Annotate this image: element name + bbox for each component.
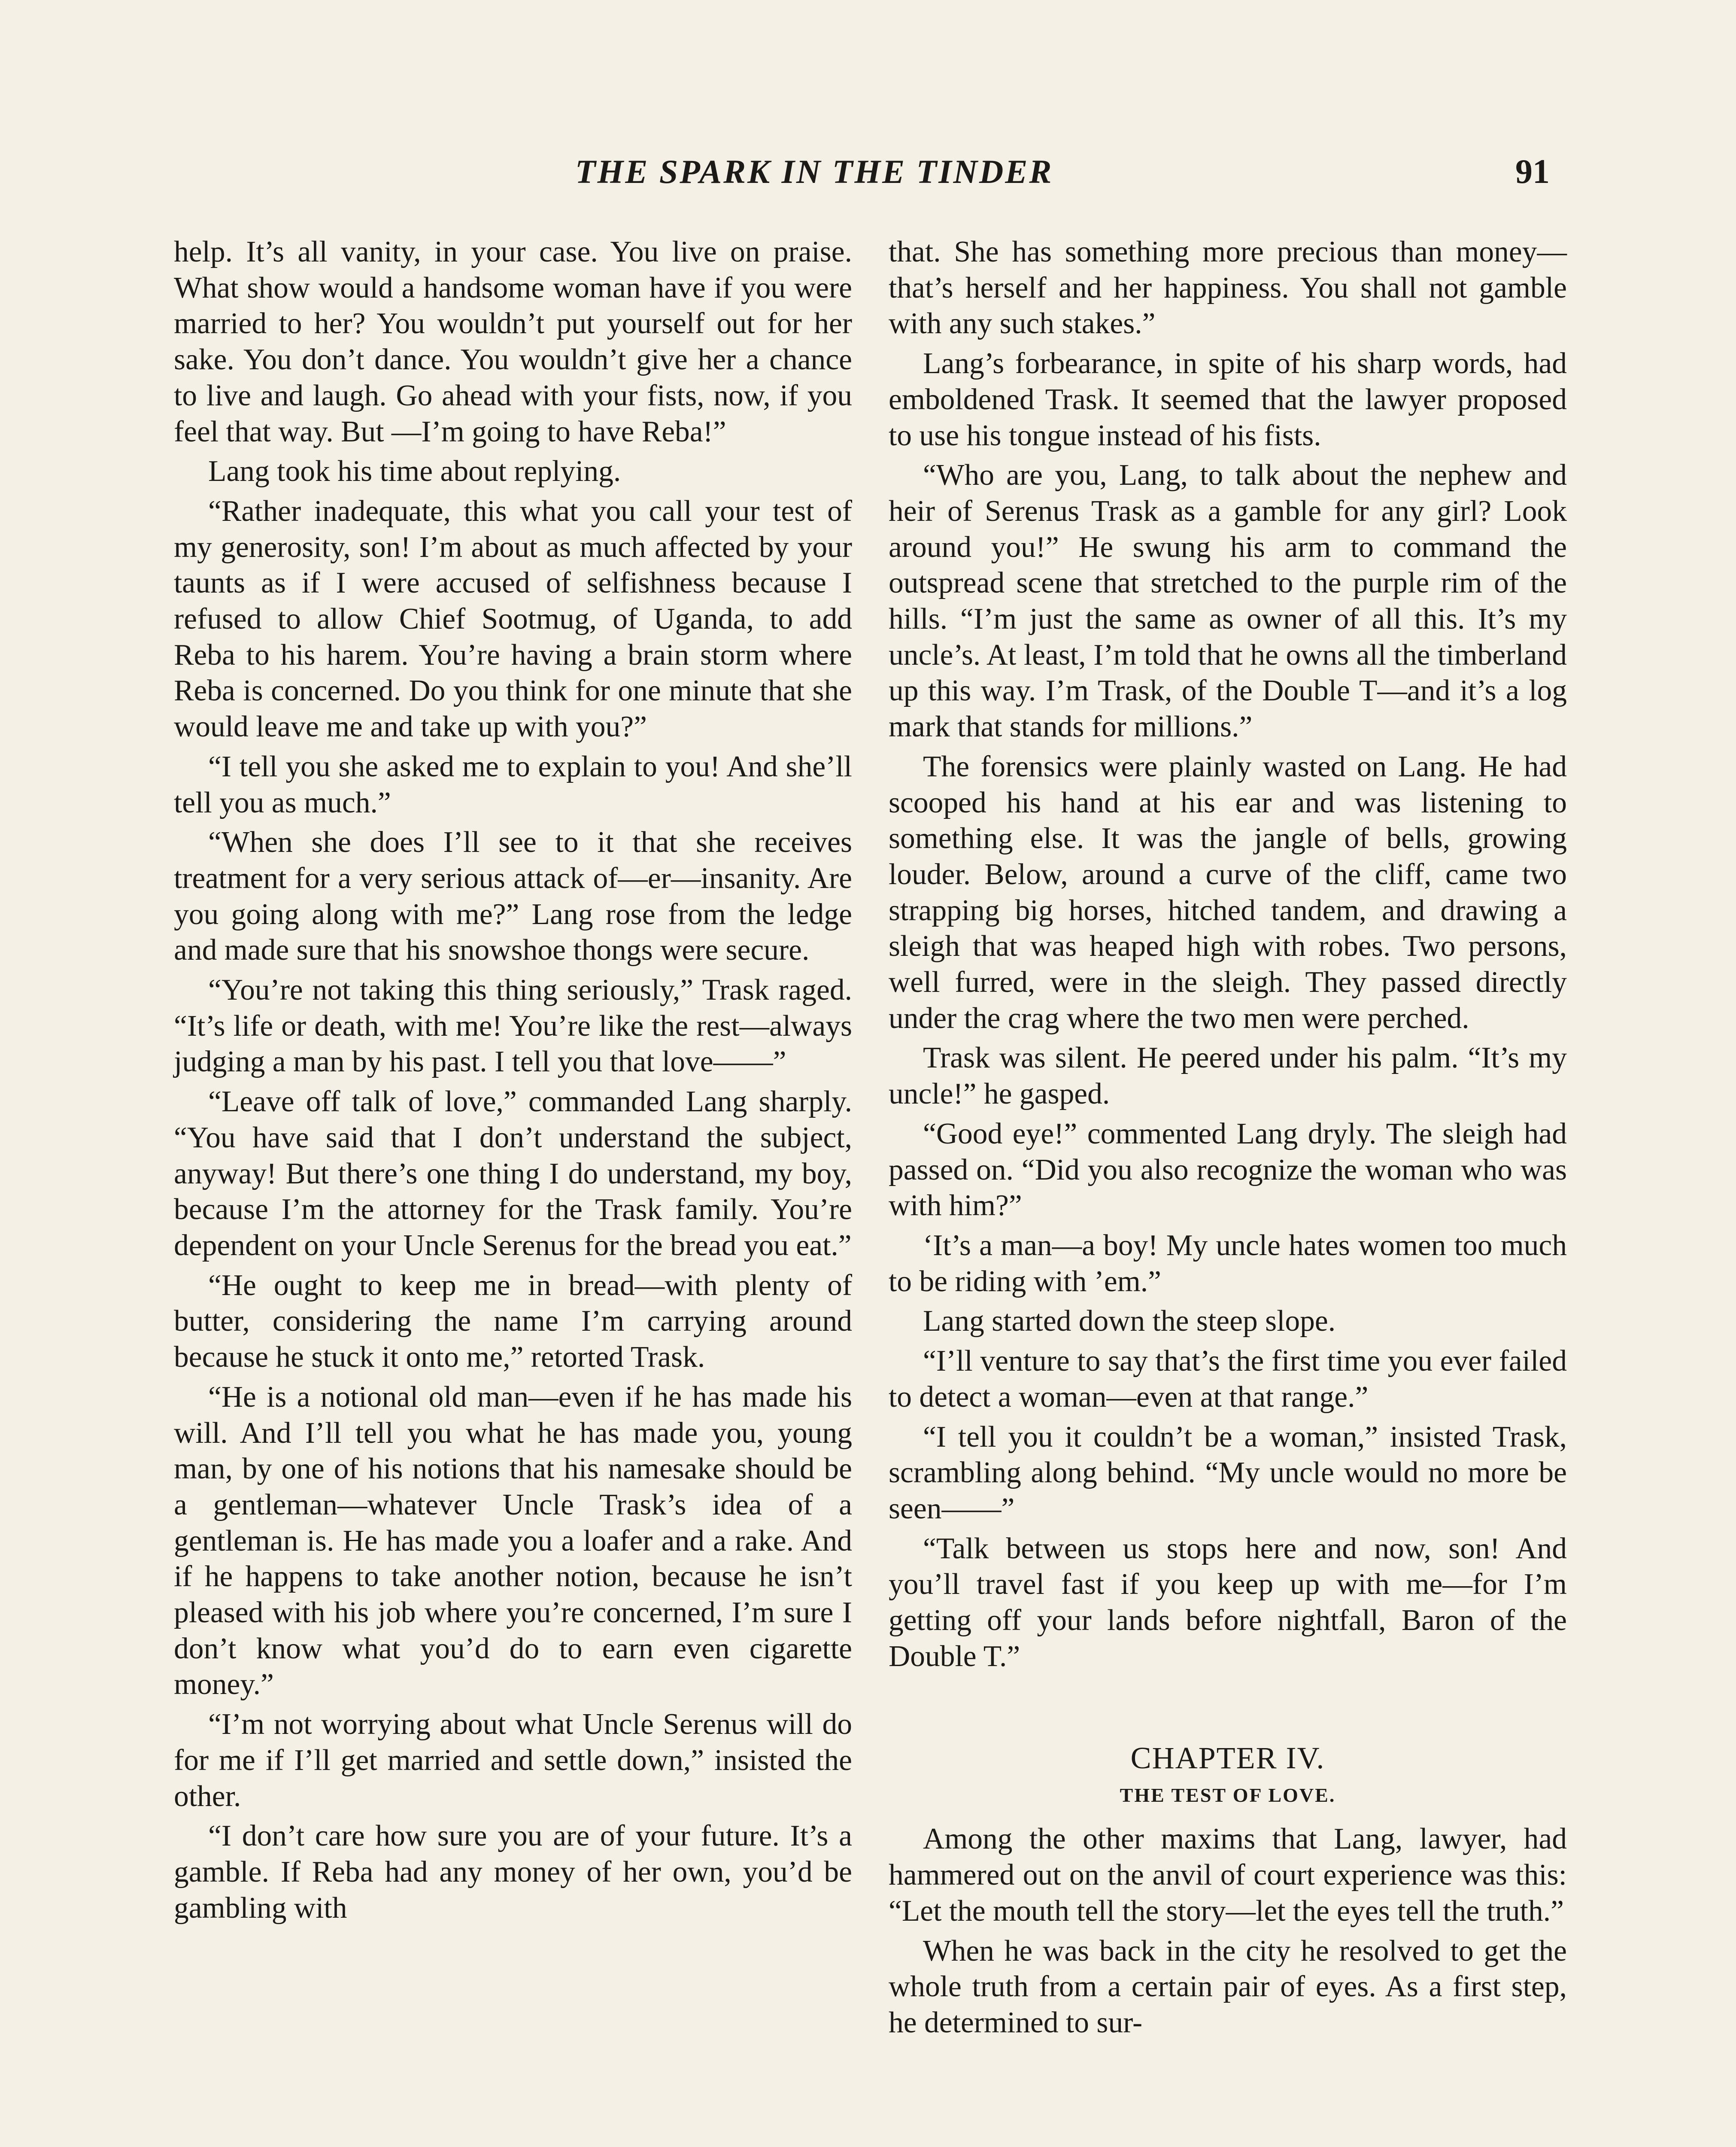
paragraph: Trask was silent. He peered under his palm. “It’s my uncle!” he gasped.	[889, 1041, 1567, 1111]
running-title: THE SPARK IN THE TINDER	[575, 153, 1053, 190]
paragraph: Among the other maxims that Lang, lawyer, had hammered out on the anvil of court experience was this: “Let the mouth tell the story—let the eyes tell the truth.”	[889, 1822, 1567, 1928]
paragraph: “When she does I’ll see to it that she receives treatment for a very serious attack of—er—insanity. Are you going along with me?” Lang rose from the ledge and made sure that his snowshoe thongs were secure.	[174, 826, 852, 967]
paragraph: “You’re not taking this thing seriously,” Trask raged. “It’s life or death, with me! You’re like the rest—always judging a man by his past. I tell you that love——”	[174, 973, 852, 1079]
paragraph: “Who are you, Lang, to talk about the nephew and heir of Serenus Trask as a gamble for any girl? Look around you!” He swung his arm to command the outspread scene that stretched to the purple rim of the hills. “I’m just the same as owner of all this. It’s my uncle’s. At least, I’m told that he owns all the timberland up this way. I’m Trask, of the Double T—and it’s a log mark that stands for millions.”	[889, 459, 1567, 744]
chapter-title: CHAPTER IV.	[1130, 1741, 1325, 1776]
paragraph: “I tell you it couldn’t be a woman,” insisted Trask, scrambling along behind. “My uncle would no more be seen——”	[889, 1420, 1567, 1525]
chapter-subtitle: THE TEST OF LOVE.	[1120, 1784, 1336, 1806]
paragraph: “Leave off talk of love,” commanded Lang sharply. “You have said that I don’t understand the subject, anyway! But there’s one thing I do understand, my boy, because I’m the attorney for the Trask family. You’re dependent on your Uncle Serenus for the bread you eat.”	[174, 1085, 852, 1262]
paragraph: The forensics were plainly wasted on Lang. He had scooped his hand at his ear and was listening to something else. It was the jangle of bells, growing louder. Below, around a curve of the cliff, came two strapping big horses, hitched tandem, and drawing a sleigh that was heaped high with robes. Two persons, well furred, were in the sleigh. They passed directly under the crag where the two men were perched.	[889, 750, 1567, 1035]
paragraph: “Talk between us stops here and now, son! And you’ll travel fast if you keep up with me—for I’m getting off your lands before nightfall, Baron of the Double T.”	[889, 1532, 1567, 1673]
paragraph: Lang took his time about replying.	[208, 455, 621, 488]
paragraph: Lang started down the steep slope.	[923, 1305, 1336, 1338]
paragraph: ‘It’s a man—a boy! My uncle hates women too much to be riding with ’em.”	[889, 1229, 1567, 1298]
paragraph: “He ought to keep me in bread—with plenty of butter, considering the name I’m carrying around because he stuck it onto me,” retorted Trask.	[174, 1268, 852, 1374]
paragraph: that. She has something more precious than money—that’s herself and her happiness. You shall not gamble with any such stakes.”	[889, 235, 1567, 341]
paragraph: Lang’s forbearance, in spite of his sharp words, had emboldened Trask. It seemed that the lawyer proposed to use his tongue instead of his fists.	[889, 347, 1567, 452]
paragraph: “Rather inadequate, this what you call your test of my generosity, son! I’m about as much affected by your taunts as if I were accused of selfishness because I refused to allow Chief Sootmug, of Uganda, to add Reba to his harem. You’re having a brain storm where Reba is concerned. Do you think for one minute that she would leave me and take up with you?”	[174, 494, 852, 744]
paragraph: “I’m not worrying about what Uncle Serenus will do for me if I’ll get married and settle down,” insisted the other.	[174, 1708, 852, 1813]
paragraph: “Good eye!” commented Lang dryly. The sleigh had passed on. “Did you also recognize the woman who was with him?”	[889, 1117, 1567, 1223]
left-column	[174, 234, 852, 1930]
right-column	[889, 234, 1567, 2045]
paragraph: “I’ll venture to say that’s the first time you ever failed to detect a woman—even at that range.”	[889, 1344, 1567, 1414]
paragraph: When he was back in the city he resolved to get the whole truth from a certain pair of eyes. As a first step, he determined to sur-	[889, 1934, 1567, 2039]
page-number: 91	[1515, 153, 1550, 191]
paragraph: help. It’s all vanity, in your case. You live on praise. What show would a handsome woman have if you were married to her? You wouldn’t put yourself out for her sake. You don’t dance. You wouldn’t give her a chance to live and laugh. Go ahead with your fists, now, if you feel that way. But —I’m going to have Reba!”	[174, 235, 852, 448]
running-header	[0, 152, 1736, 195]
paragraph: “I tell you she asked me to explain to you! And she’ll tell you as much.”	[174, 750, 852, 819]
paragraph: “I don’t care how sure you are of your future. It’s a gamble. If Reba had any money of her own, you’d be gambling with	[174, 1819, 852, 1925]
paragraph: “He is a notional old man—even if he has made his will. And I’ll tell you what he has made you, young man, by one of his notions that his namesake should be a gentleman—whatever Uncle Trask’s idea of a gentleman is. He has made you a loafer and a rake. And if he happens to take another notion, because he isn’t pleased with his job where you’re concerned, I’m sure I don’t know what you’d do to earn even cigarette money.”	[174, 1380, 852, 1701]
